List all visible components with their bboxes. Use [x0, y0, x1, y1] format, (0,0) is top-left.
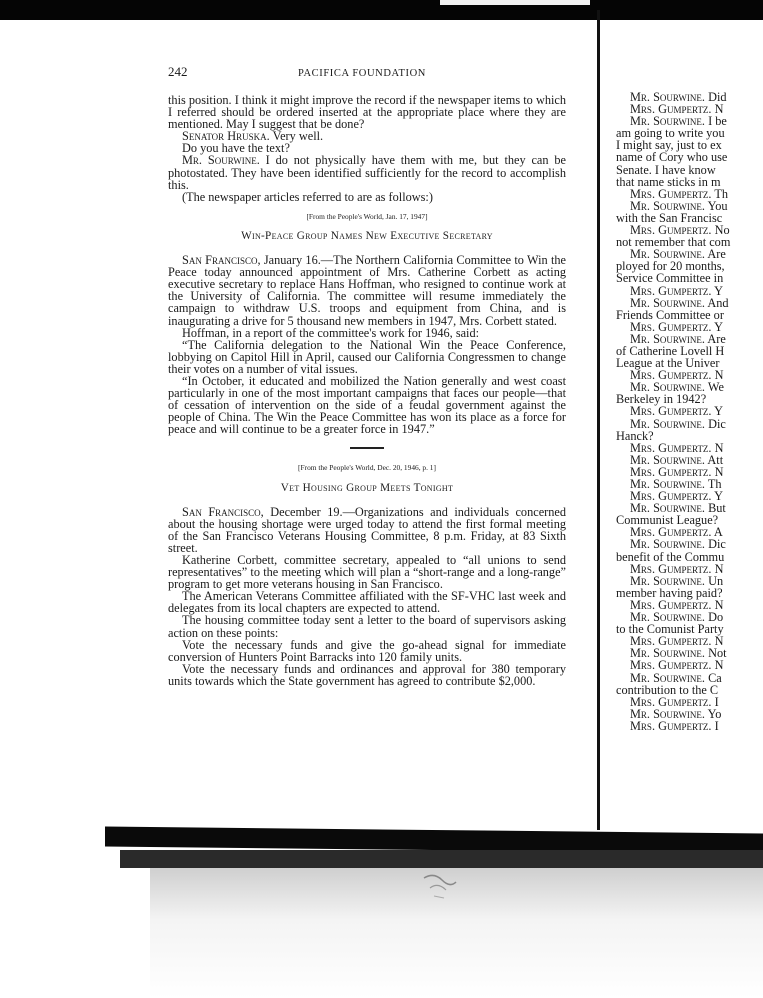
testimony-paragraph	[168, 191, 566, 203]
line-text: N	[711, 634, 724, 649]
line-text: But	[705, 501, 726, 516]
hearing-intro	[168, 94, 566, 203]
speaker-name: Mrs. Gumpertz.	[630, 464, 712, 479]
speaker-name: Mrs. Gumpertz.	[630, 597, 712, 612]
paragraph-text: Vote the necessary funds and give the go-ahead signal for immediate conversion of Hunters Point Barracks into 120 family units.	[168, 637, 566, 664]
line-text: N	[711, 561, 724, 576]
article-paragraph	[168, 254, 566, 327]
line-text: Not	[705, 646, 727, 661]
scan-smudge	[420, 868, 460, 904]
speaker-name: Mr. Sourwine.	[630, 91, 705, 104]
line-text: Att	[705, 452, 724, 467]
line-text: not remember that com	[616, 235, 731, 250]
article-paragraph	[168, 506, 566, 554]
line-text: I	[711, 718, 719, 732]
line-text: N	[711, 597, 724, 612]
line-text: Y	[711, 319, 724, 334]
article-paragraph	[168, 554, 566, 590]
line-text: N	[711, 102, 724, 117]
speaker-name: Mrs. Gumpertz.	[630, 404, 712, 419]
line-text: A	[711, 525, 723, 540]
line-text: We	[705, 380, 724, 395]
speaker-name: Mrs. Gumpertz.	[630, 223, 712, 238]
scan-bottom-shadow-edge	[120, 850, 763, 868]
line-text: No	[711, 223, 730, 238]
speaker-name: Mr. Sourwine.	[182, 153, 260, 168]
paragraph-text: January 16.—The Northern California Committee to Win the Peace today announced appointment of Mrs. Catherine Corbett as acting executive secretary to replace Hans Hoffman, who resigned to continue work at the University of California. The committee will resume immediately the campaign to withdraw U.S. troops and equipment from China, and is inaugurating a drive for 5 thousand new members in 1947, Mrs. Corbett stated.	[168, 253, 566, 328]
line-text: Senate. I have know	[616, 162, 716, 177]
line-text: ployed for 20 months,	[616, 259, 725, 274]
speaker-name: Mr. Sourwine.	[630, 477, 705, 491]
testimony-paragraph	[168, 154, 566, 190]
speaker-name: Mr. Sourwine.	[630, 573, 705, 588]
speaker-name: Mrs. Gumpertz.	[630, 694, 712, 709]
speaker-name: Mrs. Gumpertz.	[630, 658, 712, 673]
speaker-name: Mrs. Gumpertz.	[630, 102, 712, 117]
article-body	[168, 254, 566, 435]
line-text: Un	[705, 573, 724, 588]
article-source: [From the People's World, Jan. 17, 1947]	[306, 211, 428, 221]
speaker-name: Mr. Sourwine.	[630, 416, 705, 431]
speaker-name: Senator Hruska.	[182, 129, 270, 144]
line-text: name of Cory who use	[616, 150, 728, 165]
line-text: And	[705, 295, 729, 310]
dateline: San Francisco,	[182, 253, 261, 268]
paragraph-text: December 19.—Organizations and individuals concerned about the housing shortage were urged today to attend the first formal meeting of the San Francisco Veterans Housing Committee, 8 p.m. Friday, at 83 Sixth street.	[168, 504, 566, 555]
scan-top-border	[0, 0, 763, 20]
speaker-name: Mr. Sourwine.	[630, 198, 705, 213]
speaker-name: Mr. Sourwine.	[630, 452, 705, 467]
speaker-name: Mr. Sourwine.	[630, 247, 705, 262]
line-text: Are	[705, 331, 726, 346]
article-paragraph	[168, 375, 566, 435]
speaker-name: Mr. Sourwine.	[630, 646, 705, 661]
line-text: N	[711, 368, 724, 383]
testimony-paragraph	[168, 94, 566, 130]
line-text: Yo	[705, 706, 722, 721]
speaker-name: Mrs. Gumpertz.	[630, 186, 712, 201]
truncated-line	[616, 720, 763, 732]
line-text: I	[711, 694, 719, 709]
article-paragraph	[168, 614, 566, 638]
line-text: N	[711, 658, 724, 673]
line-text: Berkeley in 1942?	[616, 392, 707, 407]
paragraph-text: The American Veterans Committee affiliated with the SF-VHC last week and delegates from its local chapters are expected to attend.	[168, 589, 566, 616]
paragraph-text: Vote the necessary funds and ordinances and approval for 380 temporary units towards which the State government has agreed to contribute $2,000.	[168, 661, 566, 688]
line-text: Y	[711, 489, 724, 504]
right-page-fragment	[616, 91, 763, 732]
article-paragraph	[168, 590, 566, 614]
line-text: Dic	[705, 416, 726, 431]
line-text: Communist League?	[616, 513, 719, 528]
speaker-name: Mrs. Gumpertz.	[630, 319, 712, 334]
article-paragraph	[168, 339, 566, 375]
line-text: Th	[711, 186, 729, 201]
line-text: N	[711, 440, 724, 455]
paragraph-text: (The newspaper articles referred to are as follows:)	[182, 189, 433, 204]
line-text: League at the Univer	[616, 356, 720, 371]
line-text: N	[711, 464, 724, 479]
article-headline: Vet Housing Group Meets Tonight	[280, 481, 454, 494]
speaker-name: Mrs. Gumpertz.	[630, 368, 712, 383]
article-source: [From the People's World, Dec. 20, 1946, p. 1]	[298, 463, 436, 473]
line-text: Th	[705, 477, 722, 491]
line-text: Ca	[705, 670, 722, 685]
line-text: I be	[705, 114, 727, 129]
line-text: with the San Francisc	[616, 210, 723, 225]
line-text: Y	[711, 404, 724, 419]
line-text: I might say, just to ex	[616, 138, 722, 153]
speaker-name: Mrs. Gumpertz.	[630, 525, 712, 540]
line-text: Are	[705, 247, 726, 262]
line-text: Friends Committee or	[616, 307, 724, 322]
speaker-name: Mr. Sourwine.	[630, 706, 705, 721]
line-text: of Catherine Lovell H	[616, 343, 725, 358]
speaker-name: Mr. Sourwine.	[630, 537, 705, 552]
speaker-name: Mrs. Gumpertz.	[630, 283, 712, 298]
paragraph-text: The housing committee today sent a letter to the board of supervisors asking action on these points:	[168, 613, 566, 640]
line-text: Y	[711, 283, 724, 298]
line-text: to the Comunist Party	[616, 622, 724, 637]
paragraph-text: “The California delegation to the National Win the Peace Conference, lobbying on Capitol Hill in April, caused our California Congressmen to change their votes on a number of vital issues.	[168, 337, 566, 376]
line-text: You	[705, 198, 728, 213]
speaker-name: Mr. Sourwine.	[630, 331, 705, 346]
speaker-name: Mr. Sourwine.	[630, 670, 705, 685]
paragraph-text: “In October, it educated and mobilized the Nation generally and west coast particularly in one of the most important campaigns that faces our people—that of cessation of intervention on the side of a feudal government against the people of China. The Win the Peace Committee has won its place as a force for peace and will continue to be a greater force in 1947.”	[168, 373, 566, 437]
running-title: PACIFICA FOUNDATION	[298, 68, 426, 79]
speaker-name: Mr. Sourwine.	[630, 610, 705, 625]
speaker-name: Mrs. Gumpertz.	[630, 561, 712, 576]
paragraph-text: this position. I think it might improve the record if the newspaper items to which I referred should be ordered inserted at the appropriate place where they are mentioned. May I suggest that be done?	[168, 93, 566, 132]
speaker-name: Mrs. Gumpertz.	[630, 440, 712, 455]
page-number: 242	[168, 64, 188, 79]
article-headline: Win-Peace Group Names New Executive Secretary	[241, 229, 493, 242]
line-text: member having paid?	[616, 585, 723, 600]
dateline: San Francisco,	[182, 504, 264, 519]
line-text: that name sticks in m	[616, 174, 721, 189]
line-text: contribution to the C	[616, 682, 719, 697]
speaker-name: Mr. Sourwine.	[630, 295, 705, 310]
book-spine	[597, 10, 600, 830]
speaker-name: Mr. Sourwine.	[630, 114, 705, 129]
speaker-name: Mr. Sourwine.	[630, 501, 705, 516]
paragraph-text: Hoffman, in a report of the committee's work for 1946, said:	[182, 325, 480, 340]
article-body	[168, 506, 566, 687]
running-head	[168, 66, 566, 82]
line-text: Service Committee in	[616, 271, 724, 286]
paragraph-text: Very well.	[269, 129, 324, 144]
speaker-name: Mrs. Gumpertz.	[630, 634, 712, 649]
speaker-name: Mr. Sourwine.	[630, 380, 705, 395]
line-text: benefit of the Commu	[616, 549, 725, 564]
line-text: Did	[705, 91, 727, 104]
speaker-name: Mrs. Gumpertz.	[630, 489, 712, 504]
line-text: Hanck?	[616, 428, 654, 443]
article-paragraph	[168, 663, 566, 687]
line-text: Dic	[705, 537, 726, 552]
article-divider	[350, 447, 384, 449]
left-page	[168, 66, 566, 687]
paragraph-text: Do you have the text?	[182, 141, 290, 156]
scan-edge-strip	[440, 0, 590, 5]
paragraph-text: I do not physically have them with me, but they can be photostated. They have been identified sufficiently for the record to accomplish this.	[168, 153, 566, 192]
article-paragraph	[168, 639, 566, 663]
line-text: Do	[705, 610, 724, 625]
line-text: am going to write you	[616, 126, 725, 141]
speaker-name: Mrs. Gumpertz.	[630, 718, 712, 732]
paragraph-text: Katherine Corbett, committee secretary, appealed to “all unions to send representatives” to the meeting which will plan a “short-range and a long-range” program to get more veterans housing in San Francisco.	[168, 553, 566, 592]
